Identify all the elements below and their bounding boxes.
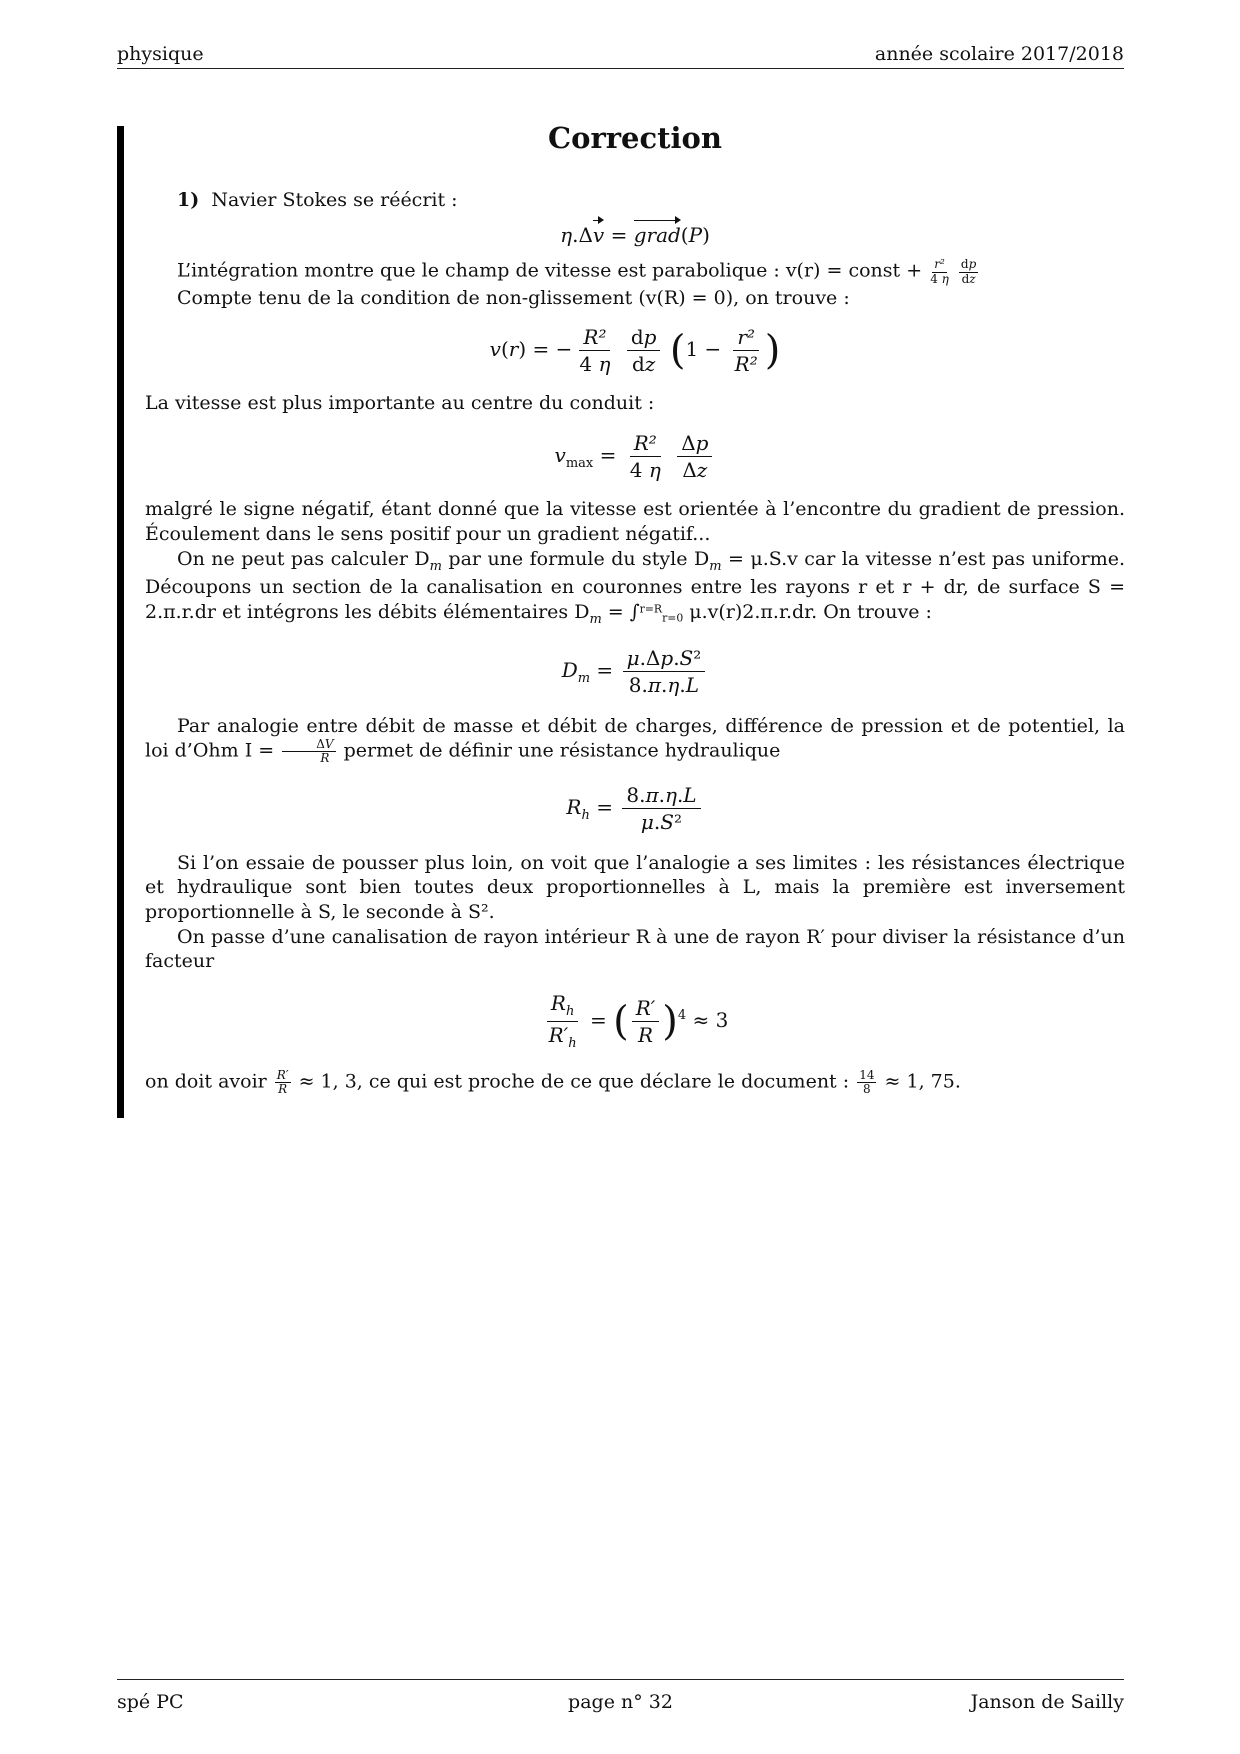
paragraph-negative-sign: malgré le signe négatif, étant donné que la vitesse est orientée à l’encontre du gradient de pression. Écoulement dans le sens positif pour un gradient négatif... [145, 498, 1125, 545]
text-conclusion-c: ≈ 1, 75. [884, 1070, 961, 1093]
paragraph-noslip: Compte tenu de la condition de non-glissement (v(R) = 0), on trouve : [177, 286, 850, 309]
paragraph-conclusion: on doit avoir $\frac{R'}{R}$ ≈ 1, 3, ce qui est proche de ce que déclare le document : $\frac{14}{8}$ ≈ 1, 75. [145, 1067, 961, 1097]
page-title: Correction [548, 121, 722, 155]
footer-class: spé PC [117, 1691, 184, 1713]
correction-content [145, 120, 1125, 1096]
page-footer [117, 1679, 1124, 1720]
paragraph-ohm: Par analogie entre débit de masse et débit de charges, différence de pression et de potentiel, la loi d’Ohm I = $\frac{\Delta V}{R}$ permet de définir une résistance hydraulique [145, 714, 1125, 766]
text-flow-c: = μ.S.v car la vitesse n’est pas uniforme. Découpons un section de la canalisation en couronnes entre les rayons r et r + dr, de surface S = 2.π.r.dr et intégrons les débits élémentaires D [145, 547, 1125, 623]
text-ohm-b: permet de définir une résistance hydraulique [343, 739, 781, 762]
page-header [117, 42, 1124, 69]
footer-school: Janson de Sailly [970, 1691, 1124, 1713]
paragraph-parabolic: L’intégration montre que le champ de vitesse est parabolique : v(r) = const + $\frac{\text{r²}}{4 \eta}$ $\frac{dp}{dz}$ [177, 257, 977, 286]
equation-vmax: $v_{max}$ = $\frac{\text{R²}}{4 \eta}$ $\frac{\Delta p}{\Delta z}$ [145, 430, 1125, 483]
text-conclusion-a: on doit avoir [145, 1070, 267, 1093]
text-parabolic: L’intégration montre que le champ de vitesse est parabolique : v(r) = const + [177, 260, 923, 283]
equation-navier: η.Δv = grad(P) [560, 223, 710, 248]
header-school-year: année scolaire 2017/2018 [874, 43, 1124, 65]
paragraph-flow-rate: On ne peut pas calculer $D_m$ par une formule du style $D_m = \mu.S.v$ car la vitesse n’est pas uniforme. Découpons un section de la canalisation en couronnes entre les rayons r et r + dr, de surface S = 2.π.r.dr et intégrons les débits élémentaires $D_m = \int^{r=R}_{r=0}$ μ.v(r)2.π.r.dr. On trouve : [145, 547, 1125, 627]
text-ohm-a: Par analogie entre débit de masse et débit de charges, différence de pression et de potentiel, la loi d’Ohm I = [145, 714, 1125, 762]
text-conclusion-b: ≈ 1, 3, ce qui est proche de ce que déclare le document : [298, 1070, 850, 1093]
correction-side-bar [117, 126, 124, 1118]
paragraph-center: La vitesse est plus importante au centre du conduit : [145, 392, 655, 415]
text-flow-b: par une formule du style D [441, 547, 710, 570]
header-subject: physique [117, 43, 204, 65]
paragraph-radius: On passe d’une canalisation de rayon intérieur R à une de rayon R′ pour diviser la résistance d’un facteur [145, 925, 1125, 973]
paragraph-navier [145, 188, 1125, 213]
equation-flow-rate: $D_m$ = $\frac{\text{μ.Δp.S²}}{8.\pi.\eta.L}$ [145, 645, 1125, 698]
footer-page-number: page n° 32 [568, 1691, 673, 1713]
text-navier: Navier Stokes se réécrit : [211, 188, 458, 211]
equation-velocity-profile: v(r) = − $\frac{\text{R²}}{4 \eta}$ $\frac{dp}{dz}$ (1 − $\frac{\text{r²}}{\text{R²}}$ ) [489, 325, 781, 377]
equation-resistance: $R_h$ = $\frac{8.\pi.\eta.L}{\text{μ.S²}}$ [145, 782, 1125, 835]
equation-ratio: $\frac{R_h}{R'_h}$ = ( $\frac{R'}{R}$ )$^4$ ≈ 3 [548, 991, 729, 1051]
text-flow-d: μ.v(r)2.π.r.dr. On trouve : [683, 600, 932, 623]
item-number: 1) [177, 188, 200, 211]
text-flow-a: On ne peut pas calculer D [177, 547, 430, 570]
paragraph-limits: Si l’on essaie de pousser plus loin, on voit que l’analogie a ses limites : les résistances électrique et hydraulique sont bien toutes deux proportionnelles à L, mais la première est inversement proportionnelle à S, le seconde à S². [145, 851, 1125, 923]
